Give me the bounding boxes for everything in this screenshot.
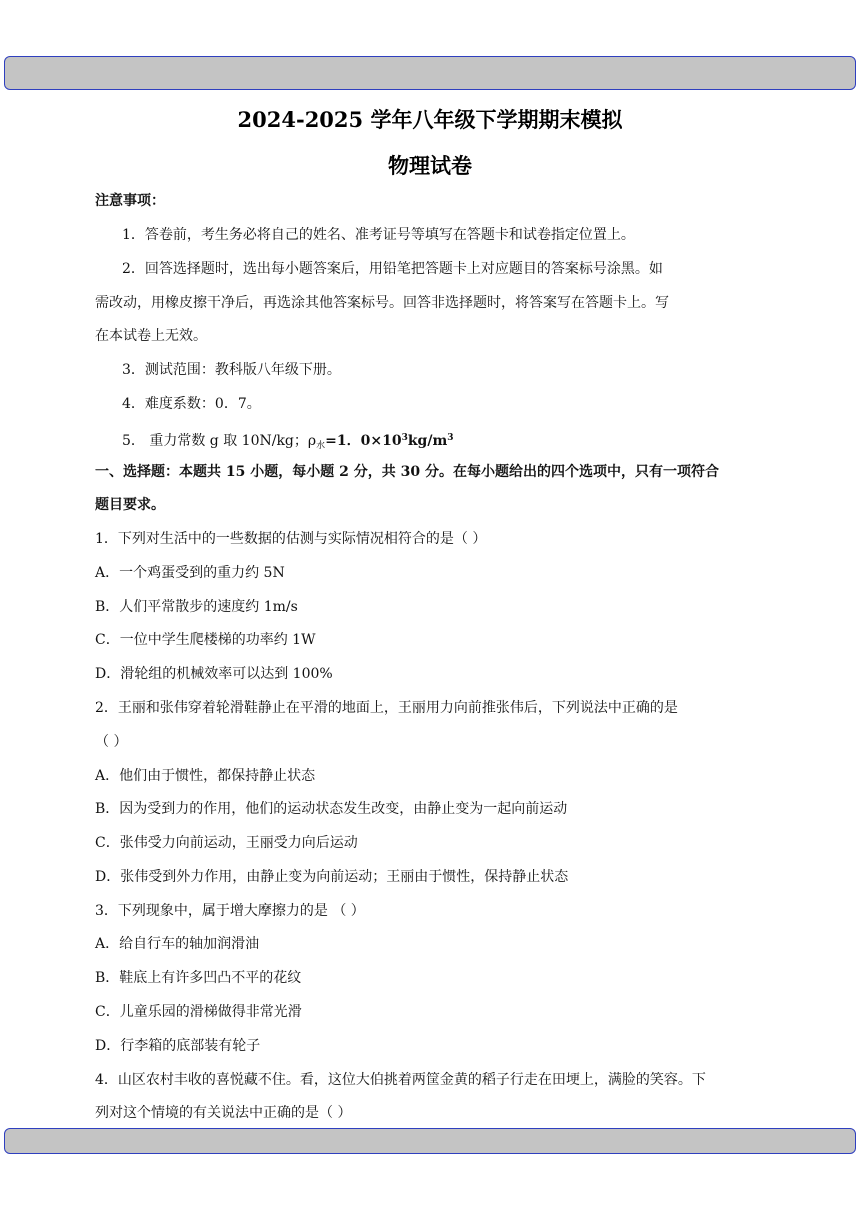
q3-option-d: D．行李箱的底部装有轮子 — [95, 1038, 261, 1054]
q2-option-a: A．他们由于惯性，都保持静止状态 — [95, 768, 316, 784]
note-2-line-1: 2．回答选择题时，选出每小题答案后，用铅笔把答题卡上对应题目的答案标号涂黑。如 — [122, 261, 663, 277]
q3-option-b: B．鞋底上有许多凹凸不平的花纹 — [95, 970, 302, 986]
note-5-mid: =1．0×10 — [325, 433, 402, 449]
q3-stem: 3．下列现象中，属于增大摩擦力的是 （ ） — [95, 903, 365, 919]
notes-heading: 注意事项： — [95, 193, 165, 209]
note-5-sup2: 3 — [447, 433, 454, 443]
q3-option-a: A．给自行车的轴加润滑油 — [95, 936, 260, 952]
note-5 — [122, 428, 454, 456]
q2-option-b: B．因为受到力的作用，他们的运动状态发生改变，由静止变为一起向前运动 — [95, 801, 568, 817]
q1-option-a: A．一个鸡蛋受到的重力约 5N — [95, 565, 285, 581]
note-3: 3．测试范围：教科版八年级下册。 — [122, 362, 341, 378]
note-1: 1．答卷前，考生务必将自己的姓名、准考证号等填写在答题卡和试卷指定位置上。 — [122, 227, 635, 243]
q4-stem-line-2: 列对这个情境的有关说法中正确的是（ ） — [95, 1105, 352, 1121]
note-5-suffix: kg/m — [407, 433, 448, 449]
q2-stem-line-2: （ ） — [95, 734, 128, 750]
note-4: 4．难度系数：0．7。 — [122, 396, 261, 412]
exam-title: 2024-2025 学年八年级下学期期末模拟 — [237, 107, 623, 132]
note-5-sup: 3 — [401, 433, 408, 443]
note-2-line-2: 需改动，用橡皮擦干净后，再选涂其他答案标号。回答非选择题时，将答案写在答题卡上。写 — [95, 295, 669, 311]
note-2-line-3: 在本试卷上无效。 — [95, 328, 207, 344]
note-5-sub: 水 — [316, 441, 326, 451]
q2-option-d: D．张伟受到外力作用，由静止变为向前运动；王丽由于惯性，保持静止状态 — [95, 869, 569, 885]
q3-option-c: C．儿童乐园的滑梯做得非常光滑 — [95, 1004, 302, 1020]
note-5-prefix: 5． 重力常数 g 取 10N/kg；ρ — [122, 433, 317, 449]
q4-stem-line-1: 4．山区农村丰收的喜悦藏不住。看，这位大伯挑着两筐金黄的稻子行走在田埂上，满脸的笑容。下 — [95, 1072, 706, 1088]
q1-option-d: D．滑轮组的机械效率可以达到 100% — [95, 666, 333, 682]
exam-subtitle: 物理试卷 — [388, 153, 472, 178]
q1-option-b: B．人们平常散步的速度约 1m/s — [95, 599, 298, 615]
q1-option-c: C．一位中学生爬楼梯的功率约 1W — [95, 632, 316, 648]
q1-stem: 1．下列对生活中的一些数据的估测与实际情况相符合的是（ ） — [95, 531, 487, 547]
bottom-banner — [4, 1128, 856, 1154]
q2-option-c: C．张伟受力向前运动，王丽受力向后运动 — [95, 835, 358, 851]
section-heading-line-1: 一、选择题：本题共 15 小题，每小题 2 分，共 30 分。在每小题给出的四个选项中，只有一项符合 — [95, 464, 719, 480]
q2-stem-line-1: 2．王丽和张伟穿着轮滑鞋静止在平滑的地面上，王丽用力向前推张伟后，下列说法中正确的是 — [95, 700, 678, 716]
top-banner — [4, 56, 856, 90]
section-heading-line-2: 题目要求。 — [95, 497, 165, 513]
